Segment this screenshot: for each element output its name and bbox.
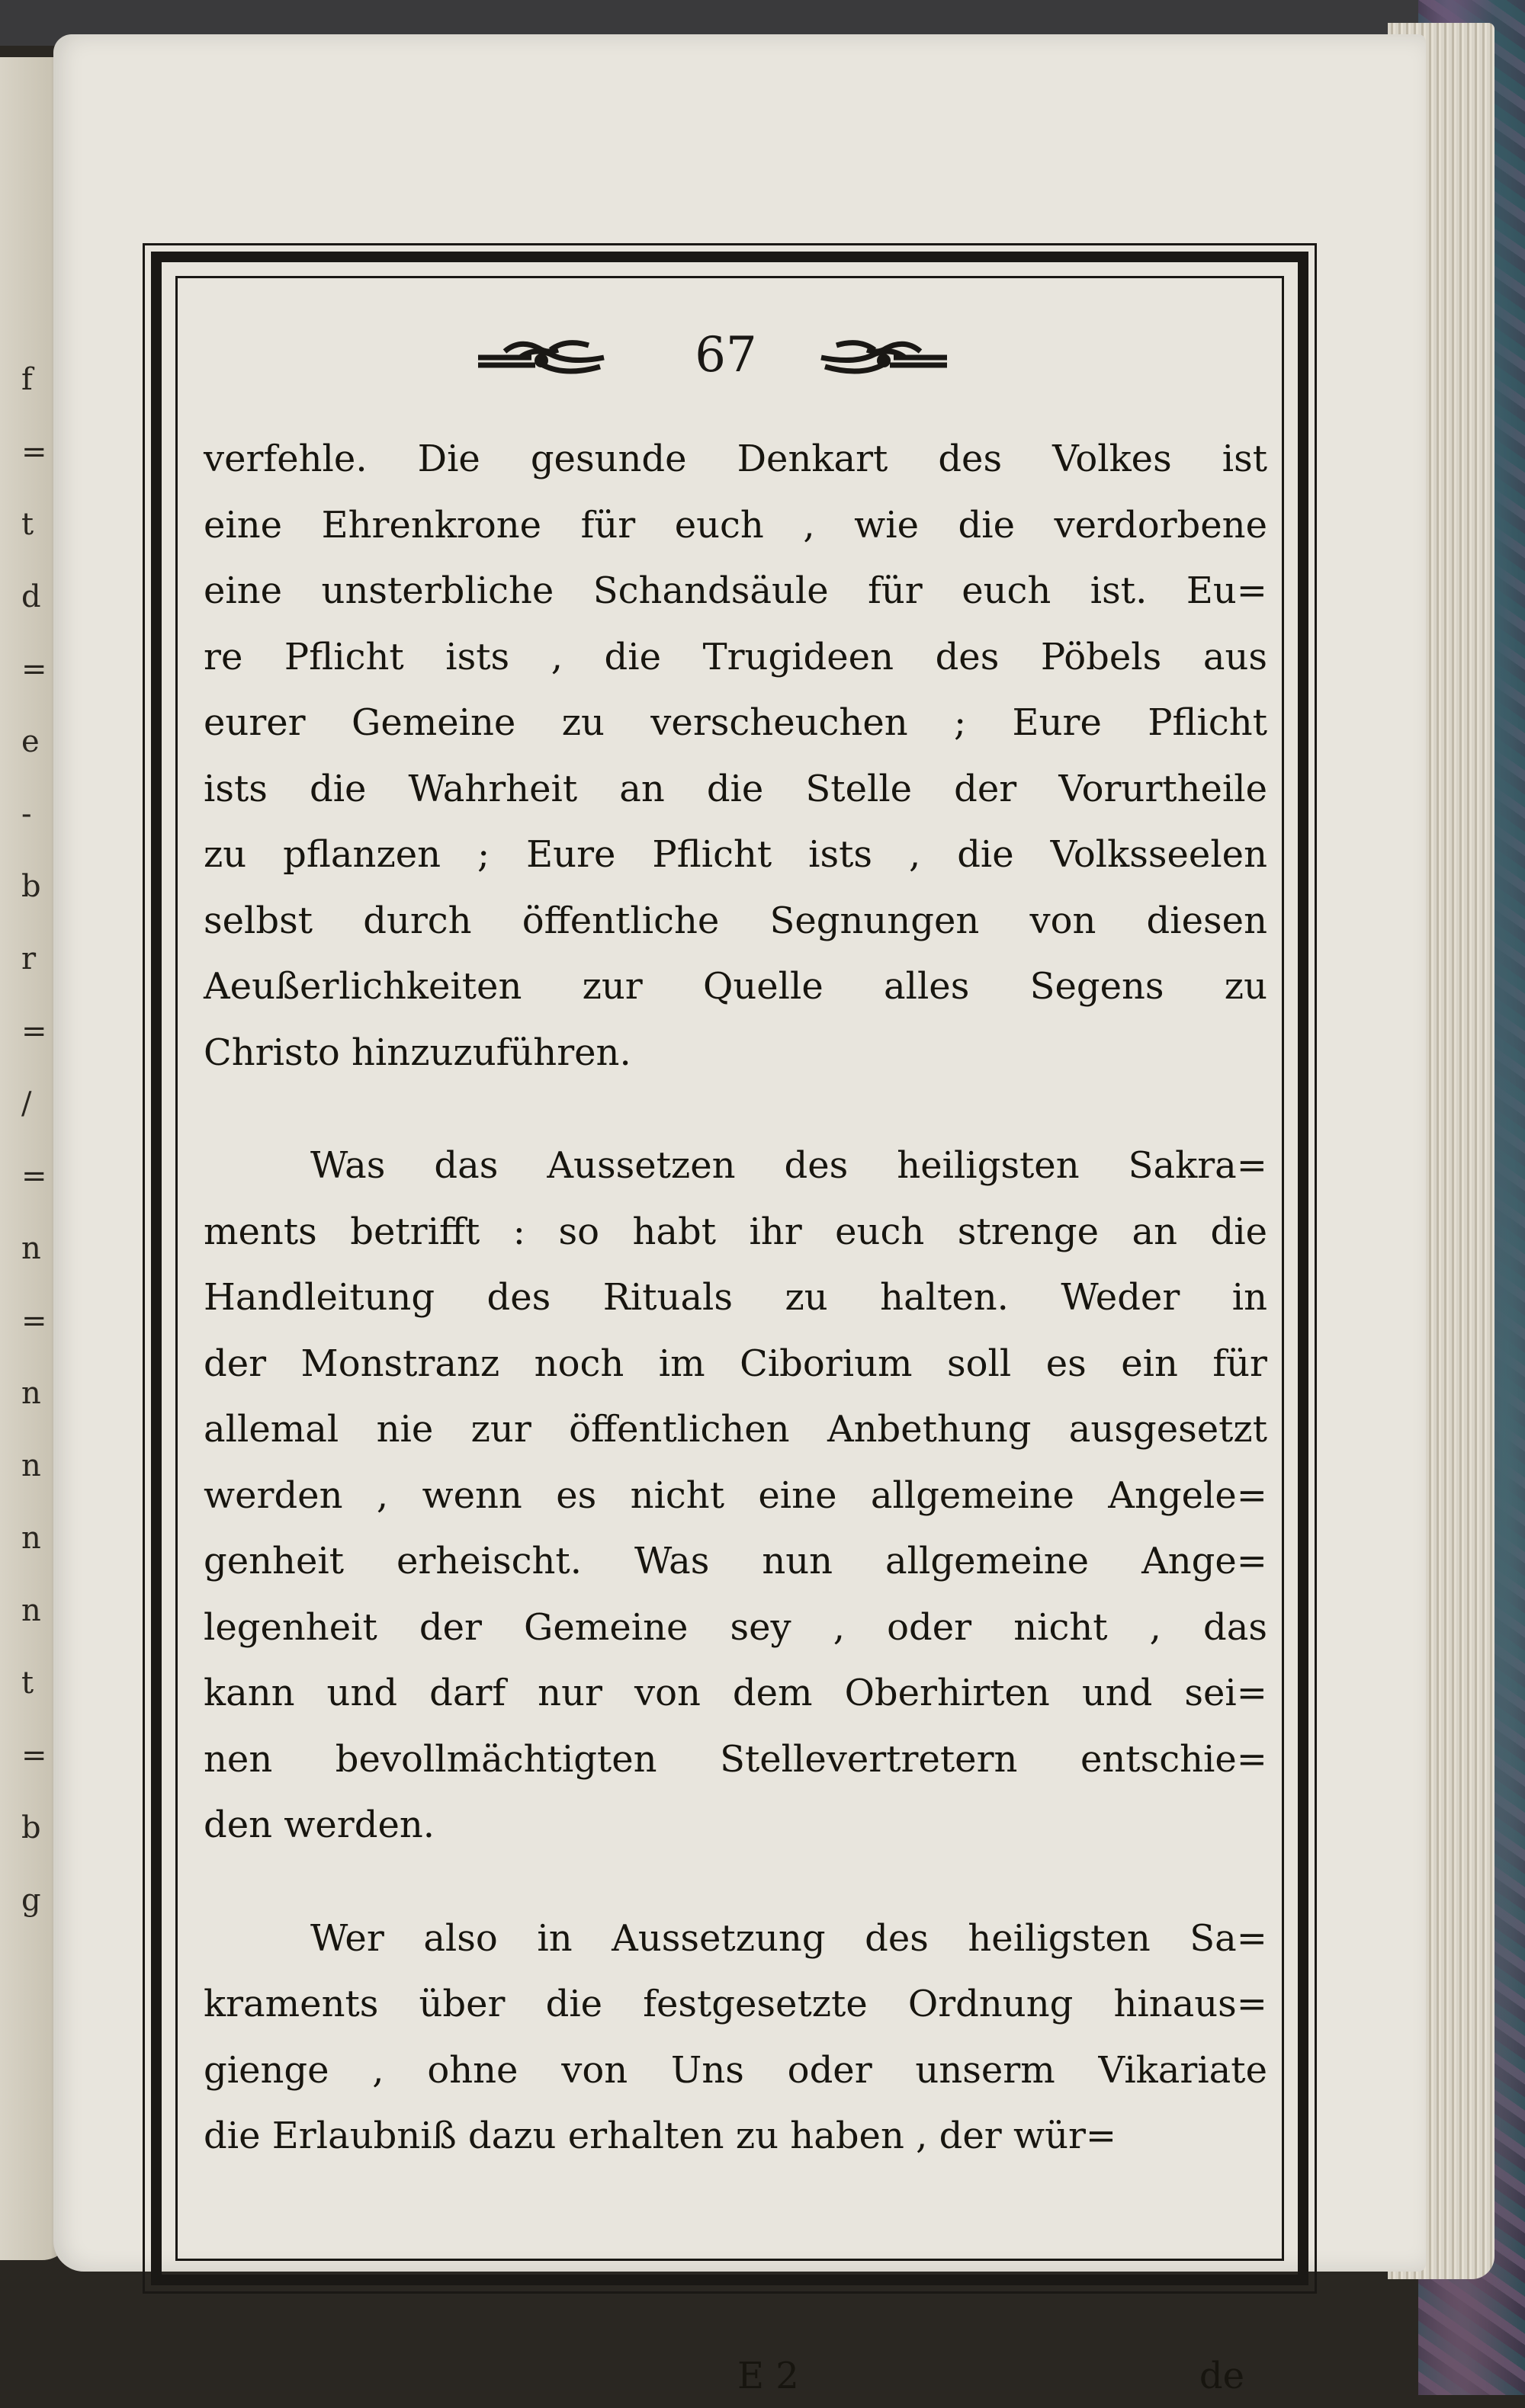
left-page-fragment: = xyxy=(21,652,47,687)
left-page-fragment: = xyxy=(21,1014,47,1049)
left-page-fragment: d xyxy=(21,579,41,614)
left-page-fragment: b xyxy=(21,869,41,904)
text-line: werden , wenn es nicht eine allgemeine Angele= xyxy=(204,1473,1267,1517)
text-line: genheit erheischt. Was nun allgemeine Ange= xyxy=(204,1540,1267,1582)
paragraph-gap xyxy=(204,1085,1267,1133)
text-line: Aeußerlichkeiten zur Quelle alles Segens zu xyxy=(204,965,1267,1008)
left-page-fragment: b xyxy=(21,1810,41,1845)
page-body-text xyxy=(204,426,1267,2169)
text-line: eurer Gemeine zu verscheuchen ; Eure Pflicht xyxy=(204,701,1267,744)
text-line: kann und darf nur von dem Oberhirten und sei= xyxy=(204,1672,1267,1714)
text-line: kraments über die festgesetzte Ordnung hinaus= xyxy=(204,1983,1267,2025)
text-line: die Erlaubniß dazu erhalten zu haben , der wür= xyxy=(204,2115,1117,2157)
text-line: legenheit der Gemeine sey , oder nicht , das xyxy=(204,1605,1267,1649)
text-line: Handleitung des Rituals zu halten. Weder in xyxy=(204,1276,1267,1319)
book-page xyxy=(53,34,1426,2397)
text-line: den werden. xyxy=(204,1804,435,1846)
text-line: der Monstranz noch im Ciborium soll es ein für xyxy=(204,1342,1267,1385)
text-line: ments betrifft : so habt ihr euch strenge an die xyxy=(204,1210,1267,1253)
text-line: Christo hinzuzuführen. xyxy=(204,1031,631,1074)
left-page-fragment: n xyxy=(21,1448,41,1483)
text-line: allemal nie zur öffentlichen Anbethung ausgesetzt xyxy=(204,1408,1267,1451)
left-page-fragment: f xyxy=(21,362,33,397)
left-page-fragment: e xyxy=(21,724,40,759)
right-ornament-icon xyxy=(817,335,951,380)
paragraph xyxy=(204,1133,1267,1858)
left-page-fragment: = xyxy=(21,1303,47,1339)
paragraph xyxy=(204,1906,1267,2169)
text-line: Was das Aussetzen des heiligsten Sakra= xyxy=(310,1144,1267,1187)
left-page-fragment: n xyxy=(21,1376,41,1411)
left-page-fragment: - xyxy=(21,797,32,832)
left-page-fragment: n xyxy=(21,1593,41,1628)
catchword: de xyxy=(1199,2355,1244,2397)
text-line: nen bevollmächtigten Stellevertretern entschie= xyxy=(204,1737,1267,1781)
left-page-fragment: r xyxy=(21,941,37,976)
page-number: 67 xyxy=(695,327,757,383)
page-header xyxy=(162,327,1298,388)
text-line: ists die Wahrheit an die Stelle der Vorurtheile xyxy=(204,767,1267,810)
paragraph-gap xyxy=(204,1858,1267,1906)
left-page-fragment: n xyxy=(21,1231,41,1266)
left-page-fragment: t xyxy=(21,507,34,542)
text-line: Wer also in Aussetzung des heiligsten Sa= xyxy=(310,1916,1267,1960)
text-line: verfehle. Die gesunde Denkart des Volkes ist xyxy=(204,438,1267,480)
left-page-fragment: = xyxy=(21,1738,47,1773)
left-page-fragment: = xyxy=(21,434,47,470)
text-line: eine Ehrenkrone für euch , wie die verdorbene xyxy=(204,503,1267,547)
text-line: re Pflicht ists , die Trugideen des Pöbels aus xyxy=(204,635,1267,678)
left-ornament-icon xyxy=(474,335,608,380)
text-frame-border xyxy=(151,252,1308,2397)
left-page-fragment: g xyxy=(21,1883,41,1918)
left-page-fragment: = xyxy=(21,1159,47,1194)
text-line: zu pflanzen ; Eure Pflicht ists , die Volksseelen xyxy=(204,833,1267,876)
left-page-fragment: n xyxy=(21,1521,41,1556)
text-line: gienge , ohne von Uns oder unserm Vikariate xyxy=(204,2048,1267,2092)
paragraph xyxy=(204,426,1267,1085)
text-line: eine unsterbliche Schandsäule für euch ist. Eu= xyxy=(204,569,1267,612)
text-line: selbst durch öffentliche Segnungen von diesen xyxy=(204,899,1267,942)
page-footer xyxy=(204,2355,1267,2408)
signature-mark: E 2 xyxy=(737,2355,799,2397)
left-page-fragment: / xyxy=(21,1086,32,1121)
left-page-fragment: t xyxy=(21,1666,34,1701)
